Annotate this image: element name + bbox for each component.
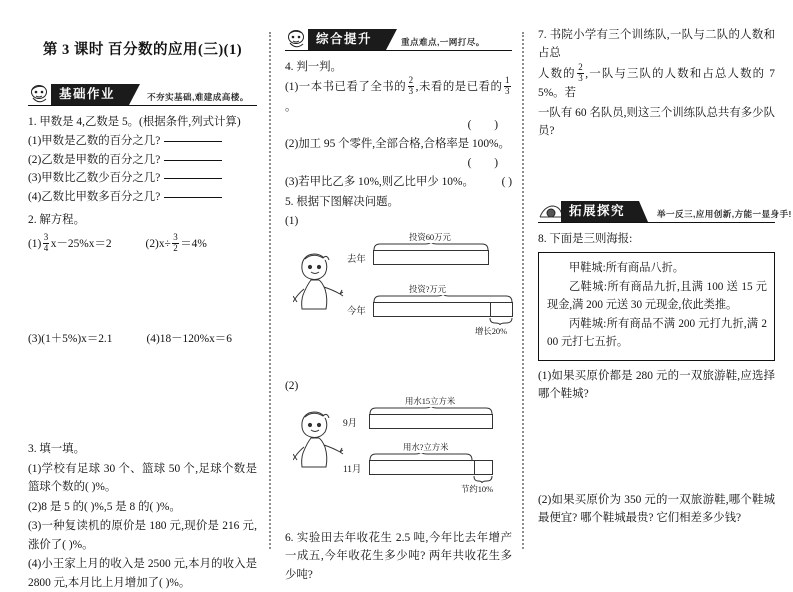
- equation-2-label: (2)x÷: [145, 237, 171, 250]
- question-1-item-1: [28, 132, 257, 150]
- question-4-item-1: [285, 77, 512, 116]
- fraction-2-3: $\frac{2}{3}$: [578, 61, 583, 83]
- equation-1: [28, 231, 112, 254]
- section-tag-extend: 拓展探究: [561, 201, 639, 222]
- brace-icon: [373, 243, 489, 250]
- question-1-stem: 1. 甲数是 4,乙数是 5。(根据条件,列式计算): [28, 116, 241, 128]
- question-1-item-3: [28, 169, 257, 187]
- column-middle: [271, 26, 522, 581]
- bar-split: [474, 461, 475, 474]
- work-space-5: [538, 142, 775, 198]
- judge-blank-2[interactable]: ( ): [467, 156, 508, 169]
- question-5-part-1-label: (1): [284, 215, 299, 227]
- work-space-6: [538, 405, 775, 477]
- diagram2-save-label: 节约10%: [460, 484, 494, 494]
- section-tag-comprehensive: 综合提升: [308, 29, 386, 50]
- diagram1-growth-label: 增长20%: [474, 327, 508, 337]
- equation-1-body: x－25%x＝2: [50, 237, 112, 250]
- fraction-3-4: $\frac{3}{4}$: [43, 231, 49, 253]
- answer-blank[interactable]: [164, 197, 222, 198]
- work-space-3: [285, 343, 512, 377]
- question-8-sub-1: (1)如果买原价都是 280 元的一双旅游鞋,应选择哪个鞋城?: [538, 369, 775, 401]
- column-left: [10, 26, 269, 589]
- work-space-1: [28, 254, 257, 326]
- question-2-stem: 2. 解方程。: [28, 214, 85, 227]
- work-space-4: [285, 495, 512, 529]
- q1-item4-text: (4)乙数比甲数多百分之几?: [28, 190, 161, 203]
- question-8-stem: 8. 下面是三则海报:: [538, 232, 633, 245]
- question-3-item-4: (4)小王家上月的收入是 2500 元,本月的收入是 2800 元,本月比上月增加了( )%。: [28, 558, 257, 589]
- brace-icon: [373, 295, 513, 302]
- diagram2-row2-label: 11月: [342, 464, 362, 475]
- poster-box: [538, 252, 775, 361]
- question-7-line-1: 7. 书院小学有三个训练队,一队与二队的人数和占总: [538, 29, 775, 60]
- page-title: 第 3 课时 百分数的应用(三)(1): [42, 42, 243, 58]
- bar-split: [490, 303, 491, 316]
- q7-line2-pre: 人数的: [538, 67, 576, 80]
- question-3-stem: 3. 填一填。: [28, 443, 85, 456]
- q1-item1-text: (1)甲数是乙数的百分之几?: [28, 135, 161, 148]
- section-subtitle-comprehensive: 重点难点,一网打尽。: [400, 37, 485, 47]
- diagram1-bar-this-year: [373, 302, 513, 317]
- diagram2-bottom-caption: 用水?立方米: [402, 442, 449, 452]
- question-7-line-2: [538, 61, 775, 103]
- question-5-stem: 5. 根据下图解决问题。: [284, 195, 399, 208]
- diagram1-bottom-caption: 投资?万元: [408, 285, 447, 295]
- section-banner-extend: [538, 198, 792, 223]
- fraction-1-3: $\frac{1}{3}$: [505, 75, 510, 97]
- section-subtitle-extend: 举一反三,应用创新,方能一显身手!: [657, 208, 792, 219]
- brace-icon: [369, 453, 473, 460]
- equation-3: (3)(1＋5%)x＝2.1: [28, 333, 113, 346]
- diagram1-top-caption: 投资60万元: [408, 233, 451, 243]
- judge-blank-1[interactable]: ( ): [467, 119, 508, 132]
- question-4-stem: 4. 判一判。: [284, 61, 342, 73]
- question-6-stem: 6. 实验田去年收花生 2.5 吨,今年比去年增产一成五,今年收花生多少吨? 两年共收花生多少吨?: [284, 531, 512, 581]
- diagram1-row2-label: 今年: [346, 307, 366, 318]
- question-3-item-2: (2)8 是 5 的( )%,5 是 8 的( )%。: [28, 500, 181, 513]
- fraction-2-3: $\frac{2}{3}$: [408, 75, 414, 97]
- brace-icon: [489, 318, 513, 325]
- equation-2: [145, 231, 207, 254]
- brace-icon: [473, 476, 493, 483]
- fraction-3-2: $\frac{3}{2}$: [173, 231, 178, 253]
- diagram2-bar-sept: [369, 414, 493, 429]
- diagram-investment: [285, 231, 512, 343]
- question-2-equations-row-1: [28, 231, 257, 254]
- poster-line-1: 甲鞋城:所有商品八折。: [569, 262, 684, 275]
- diagram1-bar-last-year: [373, 250, 489, 265]
- question-4-item-3-row: [285, 173, 512, 192]
- question-2-equations-row-2: [28, 330, 257, 346]
- q4-item1-pre: (1)一本书已看了全书的: [284, 81, 407, 94]
- section-tag-basic: 基础作业: [51, 84, 129, 105]
- q1-item2-text: (2)乙数是甲数的百分之几?: [28, 153, 161, 166]
- answer-blank[interactable]: [164, 178, 222, 179]
- equation-1-label: (1): [28, 237, 42, 250]
- section-banner-basic: [28, 81, 257, 106]
- student-figure-icon: [293, 407, 349, 478]
- brace-icon: [369, 407, 493, 414]
- poster-line-3: 丙鞋城:所有商品不满 200 元打九折,满 200 元打七五折。: [547, 318, 767, 348]
- q4-item1-end: 。: [284, 100, 297, 113]
- question-1-item-2: [28, 151, 257, 169]
- diagram1-row1-label: 去年: [346, 255, 366, 266]
- diagram2-top-caption: 用水15立方米: [404, 396, 456, 406]
- q7-line2-post: ,一队与三队的人数和占总人数的 75%。若: [538, 67, 775, 100]
- question-4-item-3: (3)若甲比乙多 10%,则乙比甲少 10%。: [284, 176, 474, 189]
- equation-2-tail: ＝4%: [180, 237, 207, 250]
- equation-4: (4)18－120%x＝6: [146, 333, 232, 346]
- q4-item1-mid: ,未看的是已看的: [415, 81, 503, 94]
- poster-line-2: 乙鞋城:所有商品九折,且满 100 送 15 元现金,满 200 元送 30 元现金,依此类推。: [547, 281, 767, 312]
- section-subtitle-basic: 不夯实基础,难建成高楼。: [147, 92, 249, 102]
- question-7-line-3: 一队有 60 名队员,则这三个训练队总共有多少队员?: [538, 106, 775, 138]
- diagram2-row1-label: 9月: [342, 418, 358, 429]
- diagram2-bar-nov: [369, 460, 493, 475]
- judge-blank-3[interactable]: ( ): [501, 176, 512, 189]
- question-4-item-2: (2)加工 95 个零件,全部合格,合格率是 100%。: [284, 138, 510, 151]
- question-1-item-4: [28, 188, 257, 206]
- answer-blank[interactable]: [164, 160, 222, 161]
- work-space-2: [28, 346, 257, 418]
- question-5-part-2-label: (2): [284, 380, 299, 393]
- section-banner-comprehensive: [285, 26, 512, 51]
- student-figure-icon: [293, 249, 349, 320]
- question-3-item-3: (3)一种复读机的原价是 180 元,现价是 216 元,涨价了( )%。: [28, 520, 257, 551]
- question-3-item-1: (1)学校有足球 30 个、篮球 50 个,足球个数是篮球个数的( )%。: [28, 462, 257, 494]
- column-right: [524, 26, 792, 553]
- question-8-sub-2: (2)如果买原价为 350 元的一双旅游鞋,哪个鞋城最便宜? 哪个鞋城最贵? 它们相差多少钱?: [538, 493, 775, 525]
- q1-item3-text: (3)甲数比乙数少百分之几?: [28, 172, 161, 185]
- diagram-water: [285, 397, 512, 495]
- answer-blank[interactable]: [164, 141, 222, 142]
